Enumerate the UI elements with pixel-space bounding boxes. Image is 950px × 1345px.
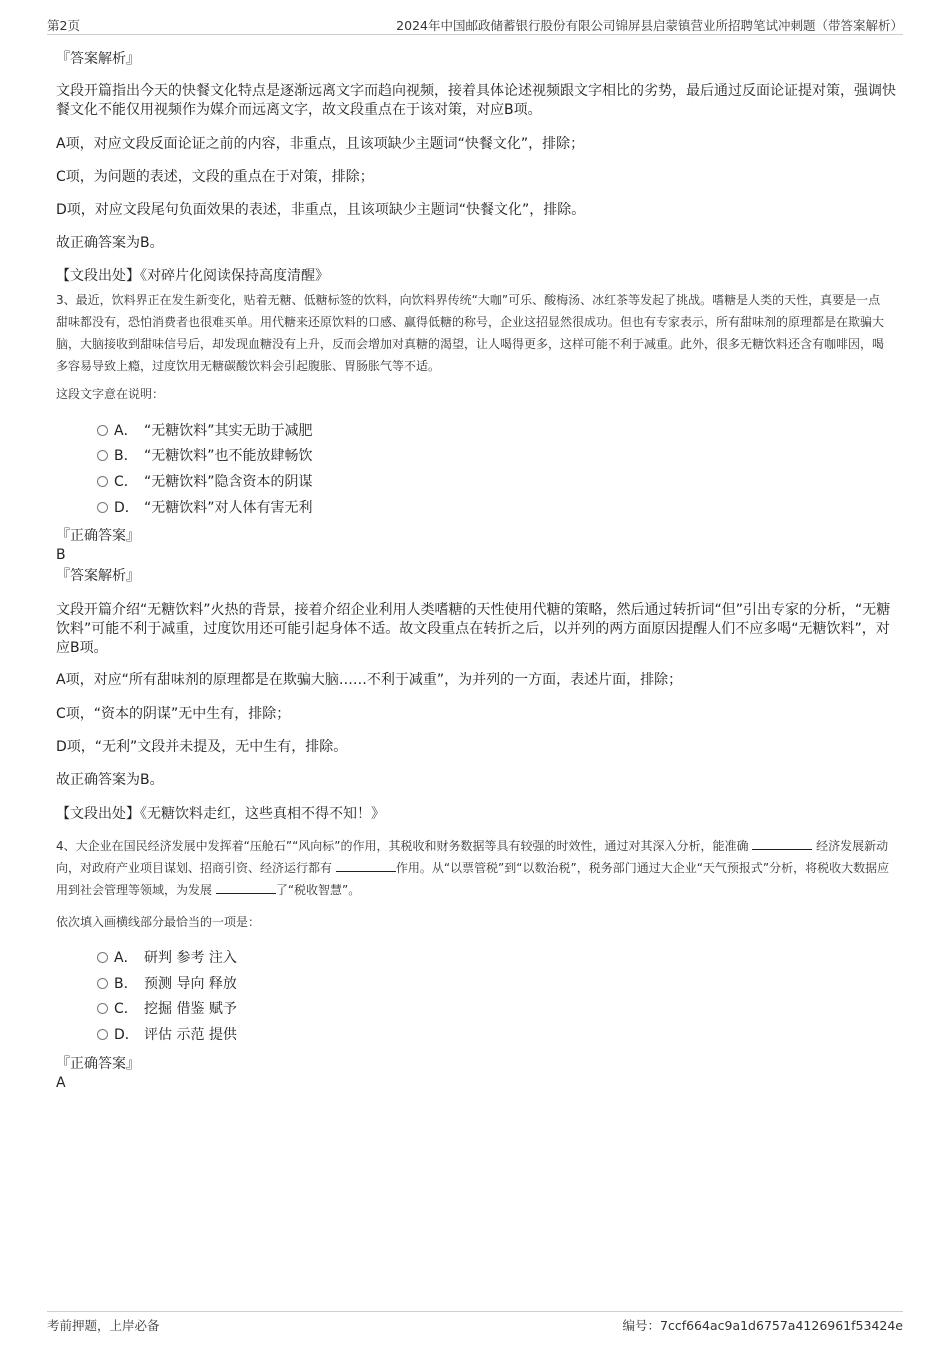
radio-button-icon[interactable] bbox=[97, 425, 108, 436]
q3-option-a[interactable]: A． “无糖饮料”其实无助于减肥 bbox=[97, 421, 313, 441]
q4-prompt: 依次填入画横线部分最恰当的一项是： bbox=[56, 915, 261, 929]
q4-option-a[interactable]: A． 研判 参考 注入 bbox=[97, 948, 237, 968]
q3-option-c-note: C项，“资本的阴谋”无中生有，排除； bbox=[56, 706, 291, 722]
q3-answer-label: 『正确答案』 bbox=[56, 528, 140, 544]
q3-option-a-note: A项，对应“所有甜味剂的原理都是在欺骗大脑……不利于减重”，为并列的一方面，表述片面，排除； bbox=[56, 672, 683, 688]
radio-button-icon[interactable] bbox=[97, 476, 108, 487]
q4-answer-label: 『正确答案』 bbox=[56, 1056, 140, 1072]
fill-blank-1 bbox=[752, 837, 812, 850]
q2-analysis: 文段开篇指出今天的快餐文化特点是逐渐远离文字而趋向视频，接着具体论述视频跟文字相比的劣势，最后通过反面论证提对策，强调快餐文化不能仅用视频作为媒介而远离文字，故文段重点在于该对策，对应B项。 bbox=[56, 83, 896, 118]
q3-option-d-note: D项，“无利”文段并未提及，无中生有，排除。 bbox=[56, 739, 348, 755]
q4-stem: 4、大企业在国民经济发展中发挥着“压舱石”“风向标”的作用，其税收和财务数据等具有较强的时效性，通过对其深入分析，能准确 经济发展新动向，对政府产业项目谋划、招商引资、经济运行都有 作用。从“以票管税”到“以数治税”，税务部门通过大企业“天气预报式”分析，将税收大数据应用到社会管理等领域，为发展 了“税收智慧”。 bbox=[56, 839, 890, 897]
q4-option-d[interactable]: D． 评估 示范 提供 bbox=[97, 1025, 237, 1045]
q2-conclusion: 故正确答案为B。 bbox=[56, 235, 164, 251]
fill-blank-2 bbox=[336, 859, 396, 872]
radio-button-icon[interactable] bbox=[97, 978, 108, 989]
q3-prompt: 这段文字意在说明： bbox=[56, 387, 165, 401]
q4-option-c[interactable]: C． 挖掘 借鉴 赋予 bbox=[97, 999, 237, 1019]
q3-stem: 3、最近，饮料界正在发生新变化，贴着无糖、低糖标签的饮料，向饮料界传统“大咖”可乐、酸梅汤、冰红茶等发起了挑战。嗜糖是人类的天性，真要是一点甜味都没有，恐怕消费者也很难买单。用代糖来还原饮料的口感、赢得低糖的称号，企业这招显然很成功。但也有专家表示，所有甜味剂的原理都是在欺骗大脑，大脑接收到甜味信号后，却发现血糖没有上升，反而会增加对真糖的渴望，让人喝得更多，这样可能不利于减重。此外，很多无糖饮料还含有咖啡因，喝多容易导致上瘾，过度饮用无糖碳酸饮料会引起腹胀、胃肠胀气等不适。 bbox=[56, 293, 885, 373]
q2-source: 【文段出处】《对碎片化阅读保持高度清醒》 bbox=[56, 268, 329, 284]
q3-analysis: 文段开篇介绍“无糖饮料”火热的背景，接着介绍企业利用人类嗜糖的天性使用代糖的策略，然后通过转折词“但”引出专家的分析，“无糖饮料”可能不利于减重，过度饮用还可能引起身体不适。故文段重点在转折之后，以并列的两方面原因提醒人们不应多喝“无糖饮料”，对应B项。 bbox=[56, 602, 891, 656]
q2-option-a-note: A项，对应文段反面论证之前的内容，非重点，且该项缺少主题词“快餐文化”，排除； bbox=[56, 136, 585, 152]
q4-answer: A bbox=[56, 1075, 66, 1091]
document-code: 编号：7ccf664ac9a1d6757a4126961f53424e bbox=[622, 1318, 903, 1333]
radio-button-icon[interactable] bbox=[97, 1003, 108, 1014]
q2-analysis-label: 『答案解析』 bbox=[56, 51, 140, 67]
q4-option-b[interactable]: B． 预测 导向 释放 bbox=[97, 974, 237, 994]
q3-option-b[interactable]: B． “无糖饮料”也不能放肆畅饮 bbox=[97, 446, 313, 466]
footer-slogan: 考前押题，上岸必备 bbox=[47, 1318, 160, 1333]
radio-button-icon[interactable] bbox=[97, 450, 108, 461]
q2-option-d-note: D项，对应文段尾句负面效果的表述，非重点，且该项缺少主题词“快餐文化”，排除。 bbox=[56, 202, 586, 218]
page-header bbox=[47, 14, 903, 35]
q2-option-c-note: C项，为问题的表述，文段的重点在于对策，排除； bbox=[56, 169, 374, 185]
q3-option-c[interactable]: C． “无糖饮料”隐含资本的阴谋 bbox=[97, 472, 313, 492]
q3-answer: B bbox=[56, 547, 66, 563]
fill-blank-3 bbox=[216, 881, 276, 894]
radio-button-icon[interactable] bbox=[97, 952, 108, 963]
radio-button-icon[interactable] bbox=[97, 1029, 108, 1040]
q3-source: 【文段出处】《无糖饮料走红，这些真相不得不知！》 bbox=[56, 806, 385, 822]
page-footer bbox=[47, 1311, 903, 1334]
document-title: 2024年中国邮政储蓄银行股份有限公司锦屏县启蒙镇营业所招聘笔试冲刺题（带答案解析） bbox=[396, 18, 903, 33]
radio-button-icon[interactable] bbox=[97, 502, 108, 513]
q3-analysis-label: 『答案解析』 bbox=[56, 568, 140, 584]
q3-option-d[interactable]: D． “无糖饮料”对人体有害无利 bbox=[97, 498, 313, 518]
q3-conclusion: 故正确答案为B。 bbox=[56, 772, 164, 788]
page-number: 第2页 bbox=[47, 18, 80, 33]
